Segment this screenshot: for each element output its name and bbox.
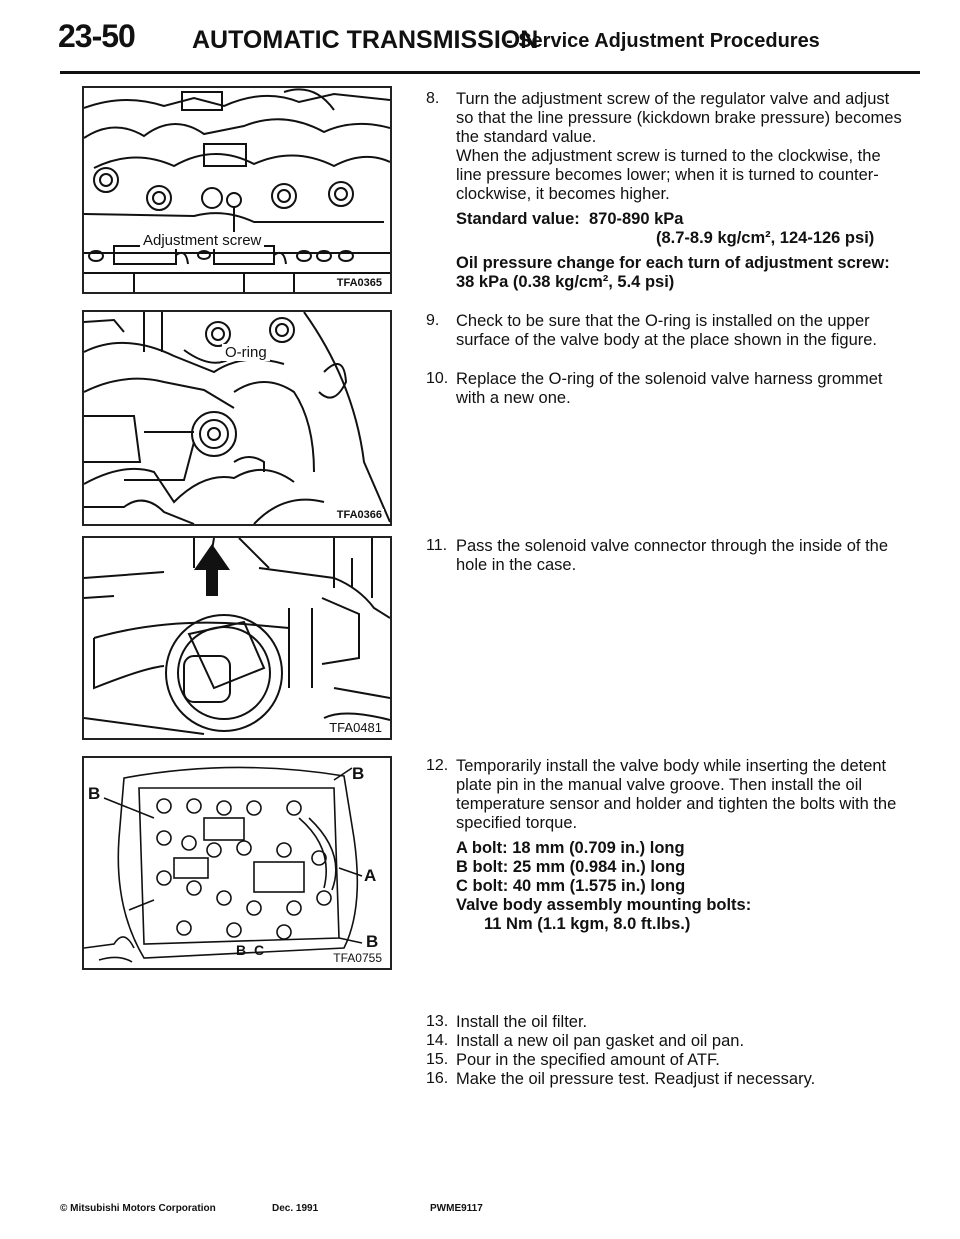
step-body (456, 312, 910, 350)
section-title: - Service Adjustment Procedures (506, 30, 820, 52)
figure-code: TFA0481 (329, 720, 382, 735)
step-body (456, 1051, 910, 1070)
step-number: 13. (426, 1013, 449, 1030)
bolt-lengths (456, 839, 910, 934)
step-text: Temporarily install the valve body while inserting the detent plate pin in the manual valve groove. Then install the oil temperature sensor and holder and tighten the bolts with the specified torque. (456, 757, 897, 832)
step-text: Install a new oil pan gasket and oil pan. (456, 1032, 745, 1050)
figure-code: TFA0366 (336, 509, 382, 521)
step-body (456, 1032, 910, 1051)
step-text: Turn the adjustment screw of the regulator valve and adjust so that the line pressure (kickdown brake pressure) becomes the standard value. (456, 90, 902, 146)
a-bolt-spec: A bolt: 18 mm (0.709 in.) long (456, 839, 685, 857)
c-bolt-spec: C bolt: 40 mm (1.575 in.) long (456, 877, 686, 895)
valve-body-illustration (84, 88, 390, 292)
step-body (456, 537, 910, 575)
footer-copyright: © Mitsubishi Motors Corporation (60, 1203, 216, 1214)
page-header (58, 18, 920, 74)
figure-bolt-locations (82, 756, 392, 970)
step-number: 11. (426, 537, 448, 554)
step-body (456, 370, 910, 408)
header-rule (60, 71, 920, 74)
standard-value (456, 210, 910, 248)
step-text: Pass the solenoid valve connector through the inside of the hole in the case. (456, 537, 889, 574)
bolt-label-b-center: B (236, 942, 247, 958)
valve-body-bolts-illustration (84, 758, 390, 968)
spec-value-secondary: (8.7-8.9 kg/cm², 124-126 psi) (656, 229, 875, 247)
figure-code: TFA0755 (333, 951, 382, 965)
solenoid-connector-illustration (84, 538, 390, 738)
step-body (456, 1013, 910, 1032)
figure-adjustment-screw (82, 86, 392, 294)
step-body (456, 1070, 910, 1089)
bolt-label-b-top: B (352, 764, 365, 783)
step-text: Pour in the specified amount of ATF. (456, 1051, 720, 1069)
step-number: 8. (426, 90, 440, 107)
bolt-label-b-bottom: B (366, 932, 379, 951)
step-text: Install the oil filter. (456, 1013, 588, 1031)
valve-body-bolt-label: Valve body assembly mounting bolts: (456, 896, 752, 914)
figure-connector-hole (82, 536, 392, 740)
footer-doc-code: PWME9117 (430, 1203, 483, 1214)
step-number: 9. (426, 312, 440, 329)
step-number: 10. (426, 370, 449, 387)
bolt-label-c: C (254, 942, 265, 958)
bolt-label-b-left: B (88, 784, 101, 803)
step-body (456, 757, 910, 934)
spec-label: Standard value: (456, 210, 580, 228)
callout-adjustment-screw: Adjustment screw (140, 232, 264, 249)
step-number: 14. (426, 1032, 449, 1049)
step-text: Make the oil pressure test. Readjust if necessary. (456, 1070, 816, 1088)
step-text-2: When the adjustment screw is turned to the clockwise, the line pressure becomes lower; when it is turned to counter-clockwise, it becomes higher. (456, 147, 881, 203)
spec-value: 870-890 kPa (588, 210, 684, 228)
step-number: 15. (426, 1051, 449, 1068)
pressure-change-spec: Oil pressure change for each turn of adjustment screw: 38 kPa (0.38 kg/cm², 5.4 psi) (456, 254, 890, 291)
figure-o-ring (82, 310, 392, 526)
valve-body-bolt-torque: 11 Nm (1.1 kgm, 8.0 ft.lbs.) (484, 915, 691, 933)
step-text: Replace the O-ring of the solenoid valve harness grommet with a new one. (456, 370, 883, 407)
footer-date: Dec. 1991 (272, 1203, 319, 1214)
callout-o-ring: O-ring (222, 344, 270, 361)
step-number: 12. (426, 757, 449, 774)
b-bolt-spec: B bolt: 25 mm (0.984 in.) long (456, 858, 686, 876)
step-body (456, 90, 910, 292)
step-text: Check to be sure that the O-ring is installed on the upper surface of the valve body at the place shown in the figure. (456, 312, 878, 349)
page-number: 23-50 (58, 18, 135, 54)
chapter-title: AUTOMATIC TRANSMISSION (192, 26, 539, 54)
figure-code: TFA0365 (336, 277, 382, 289)
step-number: 16. (426, 1070, 449, 1087)
bolt-label-a: A (364, 866, 377, 885)
